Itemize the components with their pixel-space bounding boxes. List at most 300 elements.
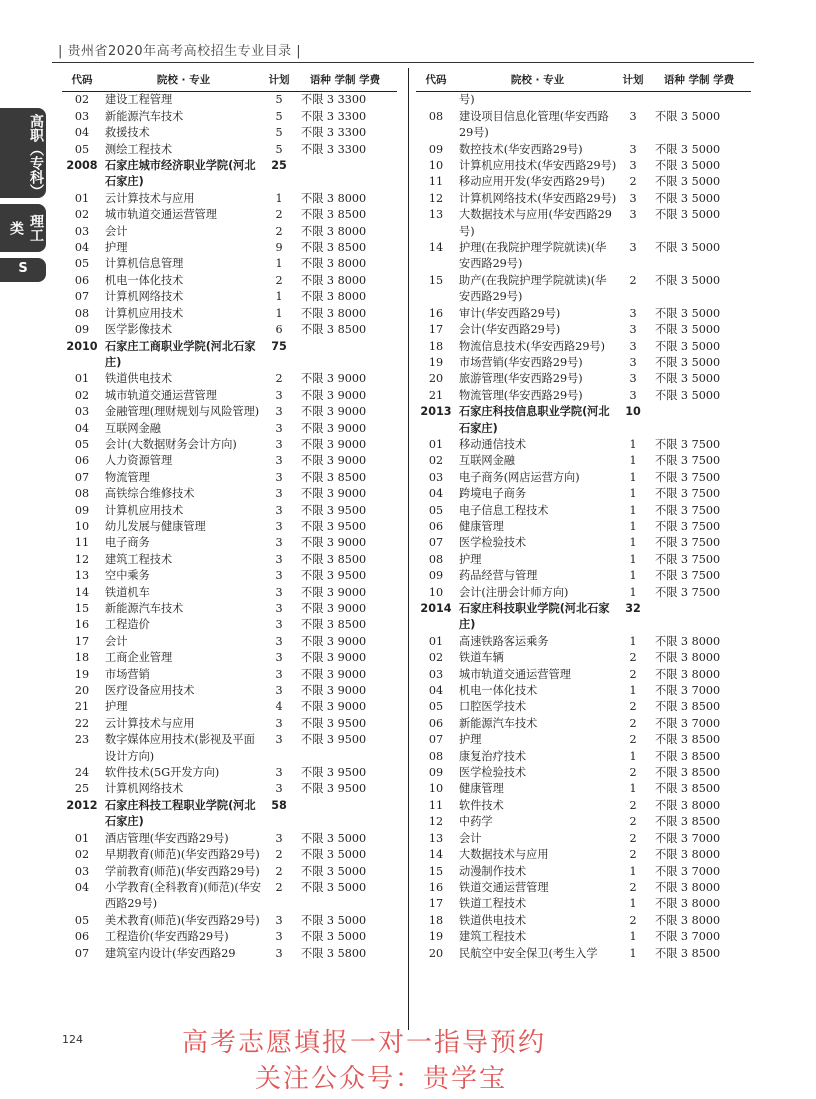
cell-rest: 不限 3 8000 — [655, 913, 721, 927]
cell-code: 10 — [428, 159, 444, 173]
cell-code: 08 — [428, 552, 444, 566]
cell-plan: 1 — [629, 552, 637, 566]
cell-code: 17 — [428, 897, 444, 911]
cell-plan: 5 — [275, 93, 283, 107]
cell-code: 03 — [74, 864, 90, 878]
table-row — [416, 191, 751, 207]
cell-rest: 不限 3 5000 — [655, 372, 721, 386]
header-rest: 语种 学制 学费 — [293, 72, 397, 92]
cell-name: 护理 — [105, 700, 128, 714]
cell-code: 02 — [74, 848, 90, 862]
cell-name: 数控技术(华安西路29号) — [459, 142, 583, 156]
cell-plan: 2 — [629, 880, 637, 894]
table-row — [416, 535, 751, 551]
cell-plan: 3 — [275, 487, 283, 501]
cell-code: 01 — [428, 437, 444, 451]
cell-plan: 3 — [275, 930, 283, 944]
cell-name: 石家庄科技工程职业学院(河北石家庄) — [105, 798, 256, 829]
cell-code: 12 — [428, 815, 444, 829]
cell-rest: 不限 3 7000 — [655, 831, 721, 845]
cell-rest: 不限 3 9500 — [301, 782, 367, 796]
cell-plan: 10 — [625, 405, 641, 419]
cell-rest: 不限 3 8000 — [655, 880, 721, 894]
column-divider — [408, 68, 409, 1030]
table-row — [416, 240, 751, 273]
table-row — [62, 191, 397, 207]
cell-code: 19 — [428, 355, 444, 369]
cell-name: 机电一体化技术 — [459, 684, 538, 698]
right-header-row — [416, 72, 751, 92]
cell-code: 13 — [428, 831, 444, 845]
cell-plan: 6 — [275, 323, 283, 337]
cell-name: 铁道车辆 — [459, 651, 504, 665]
cell-plan: 3 — [275, 421, 283, 435]
cell-rest: 不限 3 9000 — [301, 372, 367, 386]
cell-code: 10 — [428, 585, 444, 599]
cell-rest: 不限 3 7500 — [655, 470, 721, 484]
cell-name: 会计 — [459, 831, 482, 845]
cell-code: 17 — [74, 634, 90, 648]
cell-plan: 1 — [629, 782, 637, 796]
cell-plan: 2 — [629, 733, 637, 747]
table-row — [62, 273, 397, 289]
table-row — [416, 880, 751, 896]
side-tab-letter: S — [0, 258, 46, 282]
cell-rest: 不限 3 8000 — [655, 667, 721, 681]
cell-rest: 不限 3 9500 — [301, 766, 367, 780]
cell-code: 09 — [74, 503, 90, 517]
cell-plan: 2 — [275, 224, 283, 238]
cell-name: 市场营销 — [105, 667, 150, 681]
table-row — [62, 125, 397, 141]
cell-code: 06 — [74, 930, 90, 944]
table-row — [416, 453, 751, 469]
cell-code: 07 — [74, 290, 90, 304]
table-row — [62, 535, 397, 551]
table-row — [416, 716, 751, 732]
cell-name: 新能源汽车技术 — [105, 602, 184, 615]
cell-rest: 不限 3 5000 — [655, 388, 721, 402]
table-row — [416, 355, 751, 371]
cell-code: 05 — [74, 437, 90, 451]
cell-plan: 3 — [275, 569, 283, 583]
cell-rest: 不限 3 8500 — [655, 733, 721, 747]
header-code: 代码 — [416, 72, 456, 92]
cell-rest: 不限 3 9500 — [301, 716, 367, 730]
cell-rest: 不限 3 5800 — [301, 946, 367, 960]
cell-code: 07 — [74, 946, 90, 960]
cell-rest: 不限 3 3300 — [301, 109, 367, 123]
cell-name: 建筑工程技术 — [459, 930, 527, 944]
cell-name: 测绘工程技术 — [105, 142, 173, 156]
cell-name: 物流信息技术(华安西路29号) — [459, 339, 606, 353]
cell-code: 05 — [428, 700, 444, 714]
cell-name: 康复治疗技术 — [459, 749, 527, 763]
cell-name: 医疗设备应用技术 — [105, 684, 195, 698]
table-row — [416, 207, 751, 240]
cell-name: 人力资源管理 — [105, 454, 173, 468]
cell-name: 城市轨道交通运营管理 — [105, 388, 217, 402]
table-row — [62, 864, 397, 880]
cell-rest: 不限 3 5000 — [301, 913, 367, 927]
cell-rest: 不限 3 7500 — [655, 503, 721, 517]
cell-rest: 不限 3 9000 — [301, 536, 367, 550]
cell-plan: 3 — [629, 339, 637, 353]
cell-name: 酒店管理(华安西路29号) — [105, 831, 229, 845]
cell-rest: 不限 3 8500 — [655, 749, 721, 763]
table-row — [62, 929, 397, 945]
school-row — [62, 158, 397, 191]
cell-name: 中药学 — [459, 815, 493, 829]
cell-name: 建筑室内设计(华安西路29 — [105, 946, 236, 960]
cell-code: 08 — [74, 306, 90, 320]
cell-rest: 不限 3 3300 — [301, 142, 367, 156]
cell-plan: 1 — [629, 487, 637, 501]
cell-plan: 2 — [629, 848, 637, 862]
cell-plan: 2 — [629, 716, 637, 730]
cell-plan: 2 — [275, 848, 283, 862]
cell-plan: 1 — [629, 684, 637, 698]
cell-rest: 不限 3 7500 — [655, 552, 721, 566]
cell-rest — [293, 158, 397, 191]
table-row — [416, 174, 751, 190]
cell-code: 17 — [428, 323, 444, 337]
table-row — [62, 880, 397, 913]
cell-name: 早期教育(师范)(华安西路29号) — [105, 848, 260, 862]
cell-code: 01 — [428, 634, 444, 648]
cell-plan: 3 — [275, 667, 283, 681]
cell-plan: 2 — [629, 913, 637, 927]
table-row — [62, 585, 397, 601]
cell-name: 电子商务 — [105, 536, 150, 550]
cell-rest: 不限 3 9000 — [301, 585, 367, 599]
cell-name: 救援技术 — [105, 126, 150, 140]
right-column — [416, 72, 751, 962]
cell-name: 电子信息工程技术 — [459, 503, 549, 517]
cell-code: 13 — [74, 569, 90, 583]
cell-rest: 不限 3 8500 — [655, 766, 721, 780]
table-row — [416, 273, 751, 306]
cell-rest: 不限 3 5000 — [655, 109, 721, 123]
cell-plan: 3 — [629, 388, 637, 402]
cell-name: 建设工程管理 — [105, 93, 173, 107]
cell-plan: 3 — [629, 208, 637, 222]
cell-code: 07 — [428, 733, 444, 747]
cell-rest — [293, 339, 397, 372]
cell-plan: 2 — [275, 880, 283, 894]
page-header: | 贵州省2020年高考高校招生专业目录 | — [58, 44, 302, 59]
table-row — [416, 732, 751, 748]
cell-plan: 3 — [629, 355, 637, 369]
cell-rest — [647, 92, 751, 109]
cell-rest: 不限 3 8000 — [655, 634, 721, 648]
cell-plan: 5 — [275, 142, 283, 156]
cell-name: 新能源汽车技术 — [459, 716, 538, 730]
cell-plan: 1 — [275, 290, 283, 304]
cell-name: 石家庄城市经济职业学院(河北石家庄) — [105, 159, 256, 189]
table-row — [62, 765, 397, 781]
cell-rest: 不限 3 9000 — [301, 405, 367, 419]
table-row — [416, 634, 751, 650]
left-table — [62, 72, 397, 962]
cell-code: 06 — [74, 454, 90, 468]
cell-name: 移动应用开发(华安西路29号) — [459, 175, 606, 189]
cell-plan: 3 — [275, 503, 283, 517]
table-row — [62, 453, 397, 469]
cell-rest — [647, 601, 751, 634]
table-row — [62, 716, 397, 732]
table-row — [416, 929, 751, 945]
cell-name: 计算机网络技术(华安西路29号) — [459, 191, 617, 205]
cell-name: 软件技术 — [459, 798, 504, 812]
cell-rest: 不限 3 8500 — [301, 323, 367, 337]
table-row — [62, 421, 397, 437]
cell-name: 数字媒体应用技术(影视及平面设计方向) — [105, 733, 255, 763]
cell-plan: 2 — [275, 372, 283, 386]
watermark-line-1: 高考志愿填报一对一指导预约 — [182, 1028, 547, 1058]
cell-rest: 不限 3 5000 — [655, 306, 721, 320]
cell-plan: 2 — [629, 651, 637, 665]
cell-name: 新能源汽车技术 — [105, 109, 184, 123]
table-row — [416, 371, 751, 387]
right-table — [416, 72, 751, 962]
cell-rest: 不限 3 9000 — [301, 388, 367, 402]
cell-rest: 不限 3 8000 — [301, 290, 367, 304]
cell-rest: 不限 3 7500 — [655, 487, 721, 501]
cell-code: 01 — [74, 191, 90, 205]
cell-plan: 3 — [275, 716, 283, 730]
header-divider — [52, 62, 754, 63]
cell-rest: 不限 3 8500 — [301, 208, 367, 222]
cell-name: 计算机应用技术 — [105, 503, 184, 517]
cell-code: 09 — [428, 766, 444, 780]
table-row — [62, 781, 397, 797]
cell-code: 04 — [74, 241, 90, 255]
cell-name: 铁道供电技术 — [459, 913, 527, 927]
cell-code: 05 — [74, 913, 90, 927]
cell-plan: 3 — [275, 519, 283, 533]
table-row — [416, 864, 751, 880]
cell-code: 25 — [74, 782, 90, 796]
cell-plan: 3 — [275, 388, 283, 402]
cell-rest: 不限 3 8000 — [301, 306, 367, 320]
cell-rest: 不限 3 5000 — [655, 355, 721, 369]
table-row — [62, 92, 397, 109]
cell-name: 护理 — [459, 733, 482, 747]
cell-code: 18 — [428, 339, 444, 353]
cell-name: 城市轨道交通运营管理 — [459, 667, 571, 681]
cell-name: 软件技术(5G开发方向) — [105, 766, 220, 780]
table-row — [62, 601, 397, 617]
cell-name: 护理 — [459, 552, 482, 566]
cell-rest: 不限 3 7500 — [655, 437, 721, 451]
side-tab-category: 理工类 — [0, 204, 46, 252]
table-row — [416, 388, 751, 404]
cell-name: 铁道工程技术 — [459, 897, 527, 911]
cell-rest: 不限 3 9000 — [301, 487, 367, 501]
cell-code: 12 — [428, 191, 444, 205]
school-row — [416, 404, 751, 437]
cell-rest: 不限 3 7000 — [655, 864, 721, 878]
cell-rest: 不限 3 8000 — [655, 651, 721, 665]
table-row — [416, 847, 751, 863]
left-header-row — [62, 72, 397, 92]
cell-rest: 不限 3 9000 — [301, 421, 367, 435]
table-row — [62, 289, 397, 305]
table-row — [62, 207, 397, 223]
header-code: 代码 — [62, 72, 102, 92]
table-row — [416, 322, 751, 338]
cell-rest: 不限 3 9500 — [301, 569, 367, 583]
table-row — [62, 831, 397, 847]
cell-rest: 不限 3 8500 — [301, 470, 367, 484]
cell-name: 市场营销(华安西路29号) — [459, 355, 583, 369]
cell-plan: 1 — [629, 536, 637, 550]
header-rest: 语种 学制 学费 — [647, 72, 751, 92]
cell-name: 铁道交通运营管理 — [459, 880, 549, 894]
table-row — [62, 946, 397, 962]
cell-name: 工程造价 — [105, 618, 150, 632]
table-row — [62, 224, 397, 240]
cell-plan: 2 — [629, 667, 637, 681]
cell-rest: 不限 3 5000 — [301, 864, 367, 878]
cell-plan: 3 — [275, 634, 283, 648]
cell-code: 16 — [74, 618, 90, 632]
cell-code: 2010 — [66, 339, 98, 353]
cell-plan: 2 — [629, 273, 637, 287]
cell-code: 09 — [74, 323, 90, 337]
cell-name: 药品经营与管理 — [459, 569, 538, 583]
cell-code: 02 — [74, 93, 90, 107]
cell-name: 美术教育(师范)(华安西路29号) — [105, 913, 260, 927]
cell-name: 物流管理 — [105, 470, 150, 484]
cell-rest: 不限 3 8500 — [655, 700, 721, 714]
cell-rest: 不限 3 7500 — [655, 585, 721, 599]
table-row — [62, 109, 397, 125]
cell-rest: 不限 3 5000 — [655, 339, 721, 353]
cell-rest — [647, 404, 751, 437]
cell-rest: 不限 3 5000 — [655, 273, 721, 287]
cell-rest: 不限 3 9000 — [301, 634, 367, 648]
table-row — [416, 437, 751, 453]
cell-rest: 不限 3 8000 — [301, 191, 367, 205]
table-row — [416, 946, 751, 962]
cell-code: 06 — [428, 519, 444, 533]
table-row — [416, 913, 751, 929]
cell-plan: 3 — [275, 437, 283, 451]
cell-name: 动漫制作技术 — [459, 864, 527, 878]
cell-plan: 1 — [629, 930, 637, 944]
cell-code: 11 — [428, 798, 444, 812]
cell-plan: 3 — [629, 372, 637, 386]
cell-name: 会计(大数据财务会计方向) — [105, 437, 237, 451]
cell-name: 幼儿发展与健康管理 — [105, 519, 206, 533]
cell-plan: 3 — [275, 552, 283, 566]
header-plan: 计划 — [265, 72, 293, 92]
cell-rest: 不限 3 9000 — [301, 651, 367, 665]
school-row — [62, 798, 397, 831]
table-row — [62, 142, 397, 158]
cell-code: 08 — [428, 109, 444, 123]
table-row — [416, 486, 751, 502]
cell-rest: 不限 3 8500 — [301, 241, 367, 255]
cell-rest: 不限 3 9000 — [301, 602, 367, 615]
cell-rest: 不限 3 9500 — [301, 733, 367, 747]
cell-name: 铁道机车 — [105, 585, 150, 599]
cell-rest: 不限 3 5000 — [655, 191, 721, 205]
table-row — [416, 552, 751, 568]
table-row — [416, 683, 751, 699]
cell-plan: 2 — [275, 208, 283, 222]
school-row — [416, 601, 751, 634]
cell-code: 15 — [74, 602, 90, 615]
cell-plan: 75 — [271, 339, 287, 353]
cell-rest: 不限 3 7000 — [655, 684, 721, 698]
cell-name: 建设项目信息化管理(华安西路29号) — [459, 109, 609, 140]
cell-code: 08 — [428, 749, 444, 763]
side-tab-level: 高职（专科） — [0, 108, 46, 198]
left-table-body — [62, 92, 397, 962]
cell-code: 07 — [428, 536, 444, 550]
cell-plan: 1 — [629, 585, 637, 599]
cell-name: 健康管理 — [459, 519, 504, 533]
cell-plan: 3 — [275, 913, 283, 927]
cell-rest: 不限 3 5000 — [301, 831, 367, 845]
cell-name: 石家庄科技职业学院(河北石家庄) — [459, 602, 610, 632]
cell-name: 医学检验技术 — [459, 766, 527, 780]
cell-plan: 2 — [629, 766, 637, 780]
cell-plan: 1 — [629, 946, 637, 960]
cell-plan: 25 — [271, 159, 287, 173]
table-row — [62, 568, 397, 584]
cell-rest: 不限 3 9000 — [301, 454, 367, 468]
table-row — [62, 388, 397, 404]
cell-code: 01 — [74, 831, 90, 845]
cell-plan: 2 — [275, 273, 283, 287]
cell-plan: 1 — [275, 257, 283, 271]
table-row — [62, 371, 397, 387]
cell-name: 机电一体化技术 — [105, 273, 184, 287]
cell-plan: 1 — [629, 634, 637, 648]
cell-plan: 3 — [275, 782, 283, 796]
cell-rest: 不限 3 8000 — [655, 798, 721, 812]
table-row — [416, 749, 751, 765]
cell-plan: 3 — [275, 831, 283, 845]
cell-code: 14 — [428, 241, 444, 255]
cell-rest: 不限 3 5000 — [655, 323, 721, 337]
cell-code: 16 — [428, 306, 444, 320]
watermark-line-2: 关注公众号：贵学宝 — [255, 1064, 508, 1094]
cell-name: 电子商务(网店运营方向) — [459, 470, 580, 484]
cell-name: 民航空中安全保卫(考生入学 — [459, 946, 598, 960]
cell-plan: 1 — [629, 569, 637, 583]
cell-code: 08 — [74, 487, 90, 501]
school-row — [62, 339, 397, 372]
cell-plan: 9 — [275, 241, 283, 255]
cell-name: 互联网金融 — [105, 421, 161, 435]
cell-plan: 3 — [275, 602, 283, 615]
cell-code: 06 — [74, 273, 90, 287]
cell-name: 高铁综合维修技术 — [105, 487, 195, 501]
cell-rest: 不限 3 5000 — [655, 175, 721, 189]
table-row — [62, 634, 397, 650]
table-row — [416, 831, 751, 847]
table-row — [62, 240, 397, 256]
cell-name: 计算机应用技术 — [105, 306, 184, 320]
cell-rest: 不限 3 5000 — [301, 880, 367, 894]
table-row — [416, 109, 751, 142]
cell-rest: 不限 3 5000 — [301, 930, 367, 944]
